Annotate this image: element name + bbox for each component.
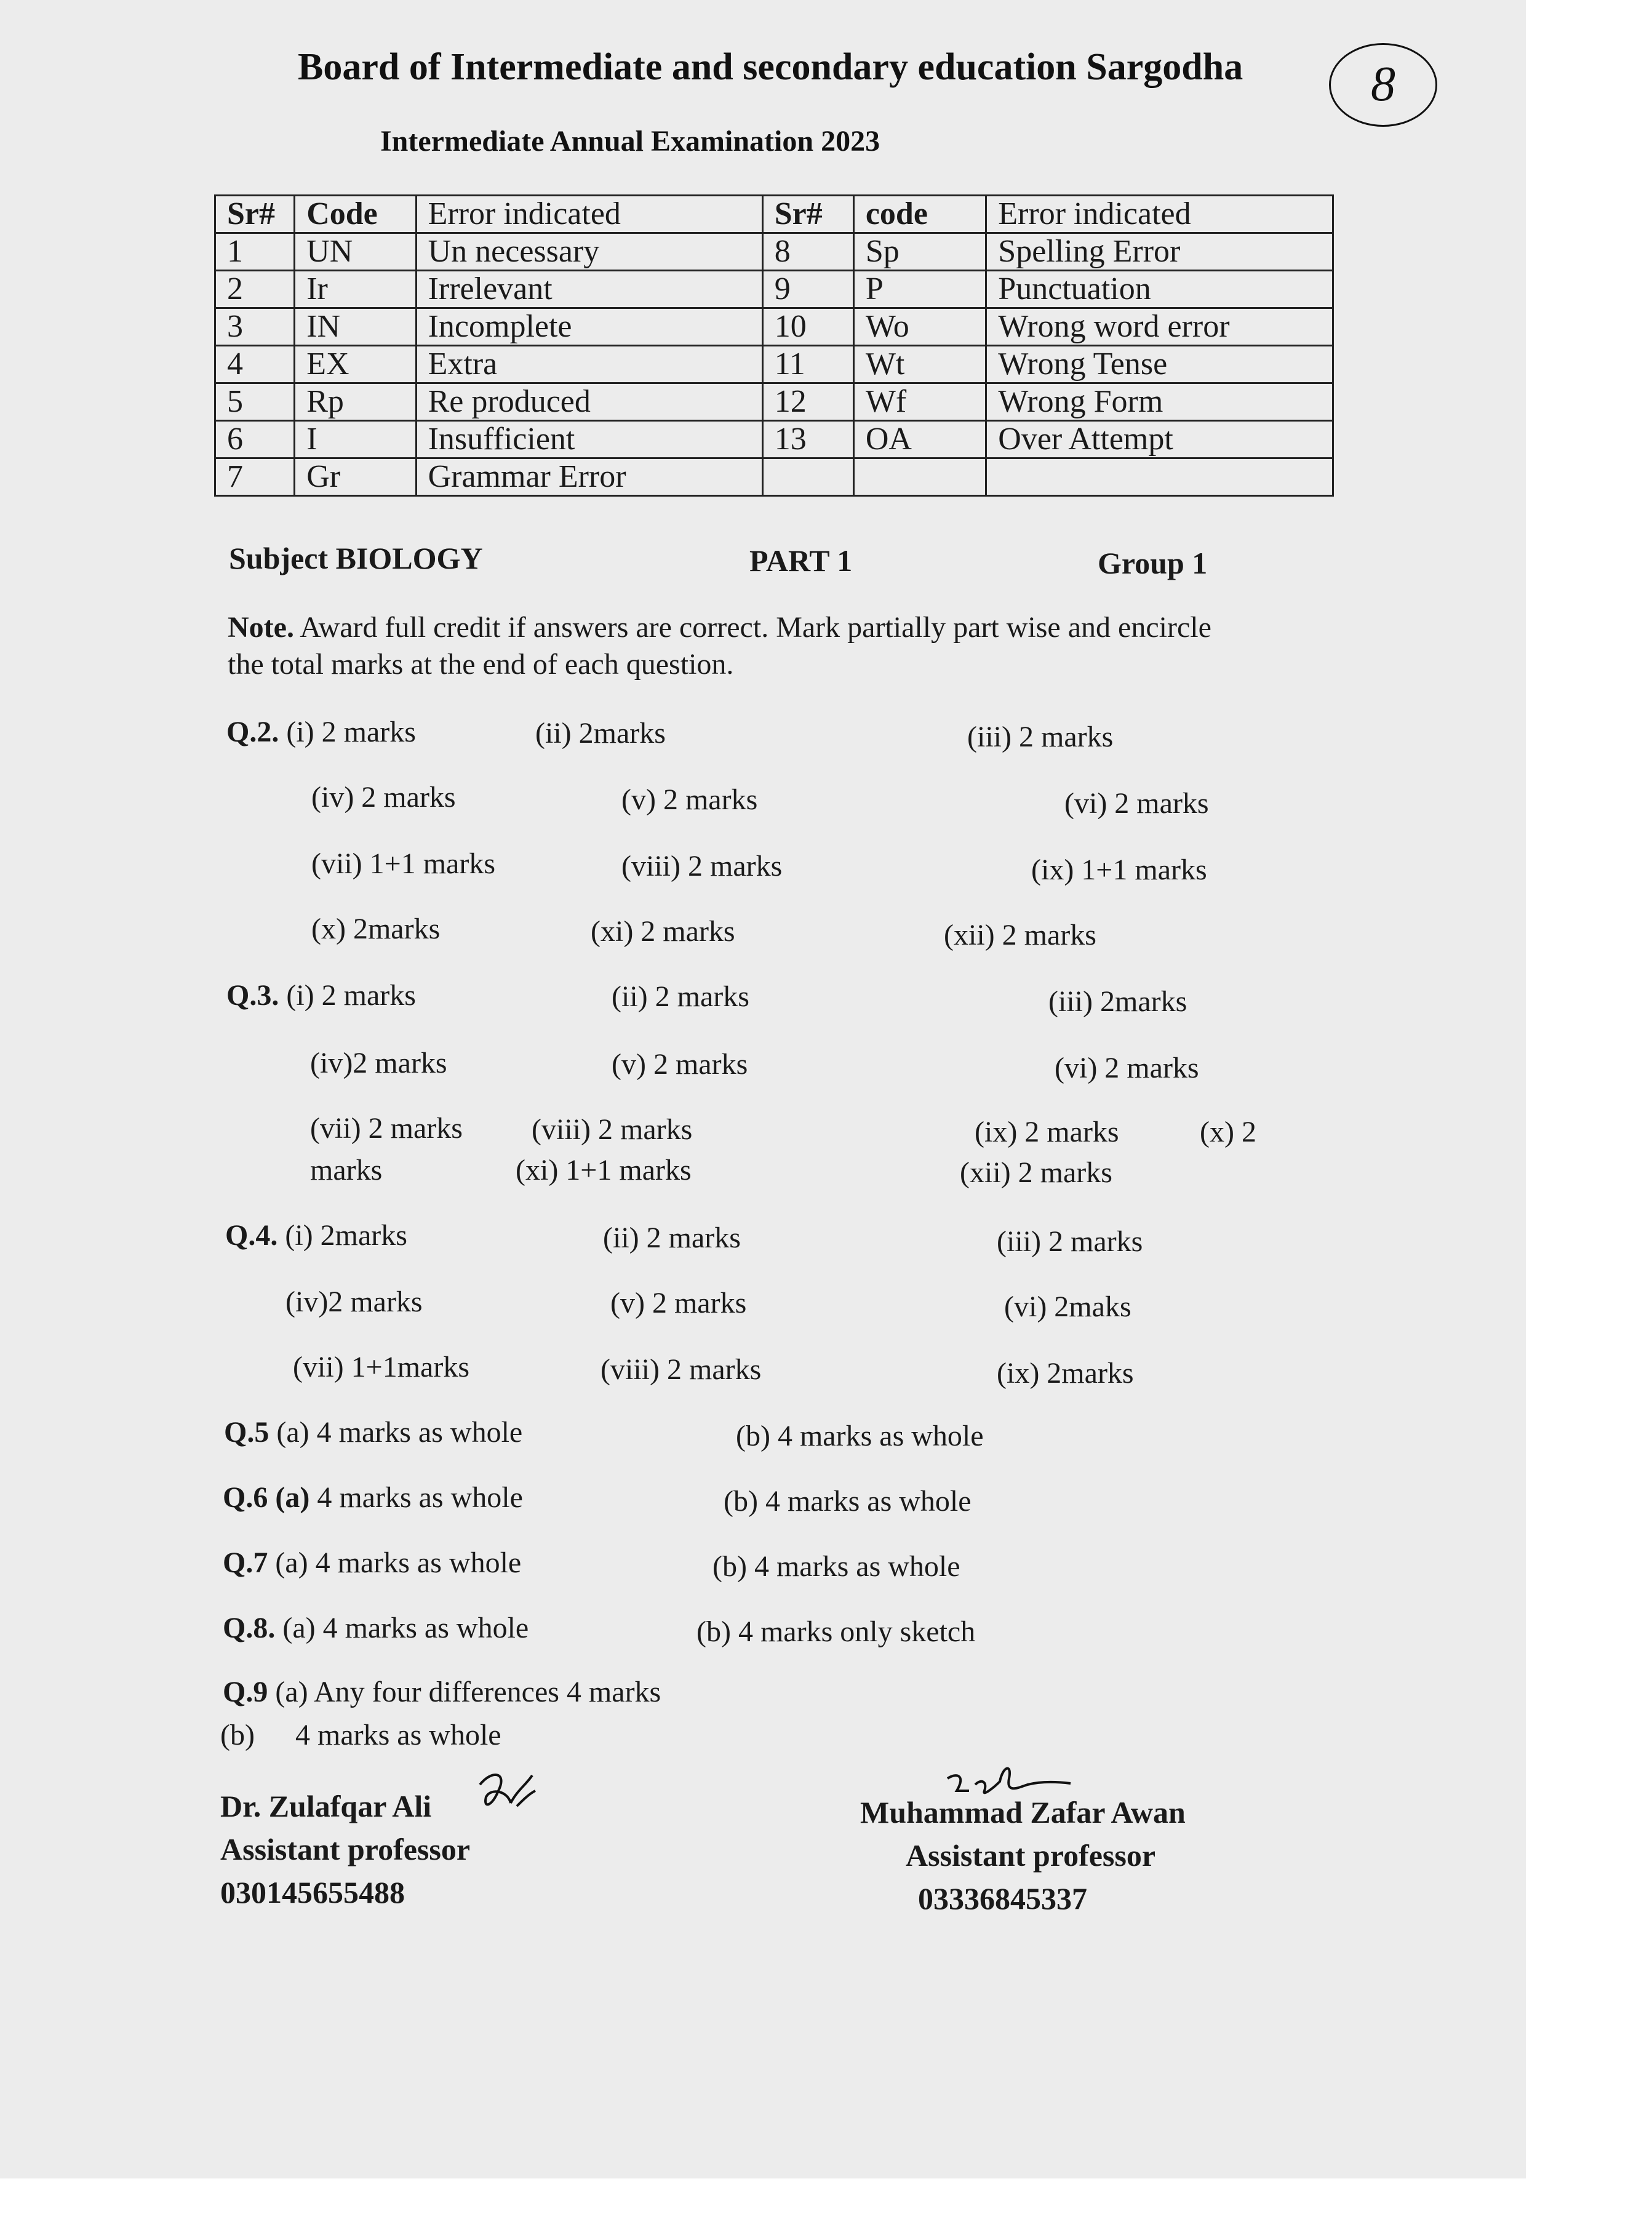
table-cell: OA bbox=[853, 421, 986, 458]
q9-part-b: 4 marks as whole bbox=[295, 1719, 501, 1751]
q2-part-vi: (vi) 2 marks bbox=[1064, 787, 1209, 820]
header-code-2: code bbox=[853, 196, 986, 233]
q5-a-text: (a) 4 marks as whole bbox=[269, 1416, 523, 1449]
q9-part-b-label: (b) bbox=[220, 1719, 255, 1751]
q6-a-text: 4 marks as whole bbox=[309, 1481, 523, 1514]
q4-part-i bbox=[225, 1218, 407, 1252]
q2-part-xii: (xii) 2 marks bbox=[944, 919, 1096, 951]
q3-part-iii: (iii) 2marks bbox=[1048, 985, 1187, 1018]
left-signatory-name: Dr. Zulafqar Ali bbox=[220, 1789, 432, 1823]
table-cell: Rp bbox=[295, 383, 416, 421]
q3-part-ii: (ii) 2 marks bbox=[612, 980, 749, 1013]
part-label: PART 1 bbox=[749, 543, 853, 578]
q8-part-b: (b) 4 marks only sketch bbox=[696, 1615, 976, 1648]
q7-part-a bbox=[223, 1546, 521, 1580]
q7-a-text: (a) 4 marks as whole bbox=[268, 1546, 522, 1579]
table-cell: Wf bbox=[853, 383, 986, 421]
q3-label: Q.3. bbox=[226, 979, 279, 1012]
table-cell: Incomplete bbox=[416, 308, 762, 346]
table-header-row bbox=[215, 196, 1333, 233]
table-cell: I bbox=[295, 421, 416, 458]
q2-part-v: (v) 2 marks bbox=[621, 783, 758, 816]
q3-part-x: (x) 2 bbox=[1200, 1116, 1256, 1148]
q8-label: Q.8. bbox=[223, 1612, 276, 1644]
q8-a-text: (a) 4 marks as whole bbox=[275, 1612, 529, 1644]
table-cell: 13 bbox=[762, 421, 853, 458]
right-signatory-name: Muhammad Zafar Awan bbox=[860, 1795, 1186, 1830]
header-error: Error indicated bbox=[416, 196, 762, 233]
table-row bbox=[215, 233, 1333, 271]
table-cell: 4 bbox=[215, 346, 295, 383]
table-cell: 12 bbox=[762, 383, 853, 421]
table-row bbox=[215, 421, 1333, 458]
table-cell: Wrong Form bbox=[986, 383, 1333, 421]
table-cell: Irrelevant bbox=[416, 271, 762, 308]
table-row bbox=[215, 308, 1333, 346]
table-cell: 9 bbox=[762, 271, 853, 308]
q4-part-vi: (vi) 2maks bbox=[1004, 1290, 1131, 1323]
q7-label: Q.7 bbox=[223, 1546, 268, 1579]
table-cell: 8 bbox=[762, 233, 853, 271]
table-cell bbox=[853, 458, 986, 496]
q2-part-vii: (vii) 1+1 marks bbox=[311, 847, 496, 880]
note-text-1: Award full credit if answers are correct. Mark partially part wise and encircle bbox=[293, 611, 1211, 644]
q4-part-ii: (ii) 2 marks bbox=[603, 1222, 741, 1254]
table-cell: 3 bbox=[215, 308, 295, 346]
q2-part-viii: (viii) 2 marks bbox=[621, 850, 783, 882]
q2-part-ii: (ii) 2marks bbox=[535, 717, 666, 750]
q6-part-a bbox=[223, 1481, 523, 1514]
table-cell: Over Attempt bbox=[986, 421, 1333, 458]
q2-label: Q.2. bbox=[226, 716, 279, 748]
q2-part-x: (x) 2marks bbox=[311, 913, 441, 945]
q3-i-text: (i) 2 marks bbox=[279, 979, 416, 1012]
table-cell bbox=[762, 458, 853, 496]
left-signatory-title: Assistant professor bbox=[220, 1832, 471, 1866]
q4-part-vii: (vii) 1+1marks bbox=[293, 1351, 470, 1383]
note-line-1 bbox=[228, 610, 1211, 644]
left-handwritten-signature bbox=[474, 1766, 541, 1822]
table-cell: Gr bbox=[295, 458, 416, 496]
table-cell: EX bbox=[295, 346, 416, 383]
q9-label: Q.9 bbox=[223, 1676, 268, 1708]
table-cell: Wrong word error bbox=[986, 308, 1333, 346]
table-cell: Sp bbox=[853, 233, 986, 271]
right-handwritten-signature bbox=[941, 1760, 1077, 1809]
q2-part-i bbox=[226, 715, 416, 749]
table-row bbox=[215, 458, 1333, 496]
table-cell: Wt bbox=[853, 346, 986, 383]
left-signatory-phone: 030145655488 bbox=[220, 1875, 405, 1910]
header-error-2: Error indicated bbox=[986, 196, 1333, 233]
q9-part-a bbox=[223, 1675, 661, 1709]
q6-part-b: (b) 4 marks as whole bbox=[724, 1485, 972, 1518]
q4-part-iv: (iv)2 marks bbox=[285, 1286, 423, 1318]
table-cell: Punctuation bbox=[986, 271, 1333, 308]
table-cell: Insufficient bbox=[416, 421, 762, 458]
subject-label: Subject BIOLOGY bbox=[229, 541, 483, 575]
table-row bbox=[215, 346, 1333, 383]
q2-part-xi: (xi) 2 marks bbox=[591, 915, 735, 948]
table-cell: Extra bbox=[416, 346, 762, 383]
table-cell: IN bbox=[295, 308, 416, 346]
header-sr-2: Sr# bbox=[762, 196, 853, 233]
q5-label: Q.5 bbox=[224, 1416, 269, 1449]
q3-part-xi: (xi) 1+1 marks bbox=[516, 1154, 692, 1186]
note-label: Note. bbox=[228, 611, 294, 644]
table-cell: Un necessary bbox=[416, 233, 762, 271]
exam-title: Intermediate Annual Examination 2023 bbox=[380, 125, 880, 158]
right-signatory-title: Assistant professor bbox=[906, 1838, 1156, 1873]
table-cell: 5 bbox=[215, 383, 295, 421]
header-code: Code bbox=[295, 196, 416, 233]
table-row bbox=[215, 383, 1333, 421]
q9-a-text: (a) Any four differences 4 marks bbox=[268, 1676, 661, 1708]
table-cell: UN bbox=[295, 233, 416, 271]
q4-part-v: (v) 2 marks bbox=[610, 1287, 747, 1319]
table-cell: 10 bbox=[762, 308, 853, 346]
table-cell: Ir bbox=[295, 271, 416, 308]
right-signatory-phone: 03336845337 bbox=[918, 1881, 1087, 1916]
table-cell: 1 bbox=[215, 233, 295, 271]
q8-part-a bbox=[223, 1611, 529, 1645]
table-cell bbox=[986, 458, 1333, 496]
q2-part-ix: (ix) 1+1 marks bbox=[1031, 854, 1207, 886]
table-cell: Wo bbox=[853, 308, 986, 346]
table-cell: 11 bbox=[762, 346, 853, 383]
q2-i-text: (i) 2 marks bbox=[279, 716, 416, 748]
q3-part-xii: (xii) 2 marks bbox=[960, 1156, 1112, 1189]
q7-part-b: (b) 4 marks as whole bbox=[712, 1550, 960, 1583]
header-sr: Sr# bbox=[215, 196, 295, 233]
q5-part-a bbox=[224, 1415, 522, 1449]
q4-part-iii: (iii) 2 marks bbox=[997, 1225, 1143, 1258]
error-codes-table bbox=[214, 194, 1334, 497]
q3-part-i bbox=[226, 978, 416, 1012]
q3-part-vii: (vii) 2 marks bbox=[310, 1112, 463, 1145]
note-line-2: the total marks at the end of each question. bbox=[228, 648, 734, 681]
q4-label: Q.4. bbox=[225, 1219, 278, 1252]
table-cell: Wrong Tense bbox=[986, 346, 1333, 383]
q3-part-v: (v) 2 marks bbox=[612, 1048, 748, 1081]
table-cell: Re produced bbox=[416, 383, 762, 421]
table-cell: P bbox=[853, 271, 986, 308]
q2-part-iv: (iv) 2 marks bbox=[311, 781, 456, 814]
q4-part-viii: (viii) 2 marks bbox=[601, 1353, 762, 1386]
q4-i-text: (i) 2marks bbox=[277, 1219, 407, 1252]
table-row bbox=[215, 271, 1333, 308]
group-label: Group 1 bbox=[1098, 546, 1208, 580]
q6-label: Q.6 (a) bbox=[223, 1481, 310, 1514]
table-cell: Grammar Error bbox=[416, 458, 762, 496]
table-cell: 2 bbox=[215, 271, 295, 308]
table-cell: 6 bbox=[215, 421, 295, 458]
q3-part-vii-cont: marks bbox=[310, 1154, 383, 1186]
q3-part-vi: (vi) 2 marks bbox=[1055, 1052, 1199, 1084]
q5-part-b: (b) 4 marks as whole bbox=[736, 1420, 984, 1452]
page-number: 8 bbox=[1329, 43, 1437, 127]
table-cell: 7 bbox=[215, 458, 295, 496]
q4-part-ix: (ix) 2marks bbox=[997, 1357, 1134, 1390]
q3-part-iv: (iv)2 marks bbox=[310, 1047, 447, 1079]
table-cell: Spelling Error bbox=[986, 233, 1333, 271]
board-title: Board of Intermediate and secondary education Sargodha bbox=[298, 46, 1243, 88]
q3-part-ix: (ix) 2 marks bbox=[975, 1116, 1119, 1148]
q2-part-iii: (iii) 2 marks bbox=[967, 721, 1114, 753]
q3-part-viii: (viii) 2 marks bbox=[532, 1113, 693, 1146]
